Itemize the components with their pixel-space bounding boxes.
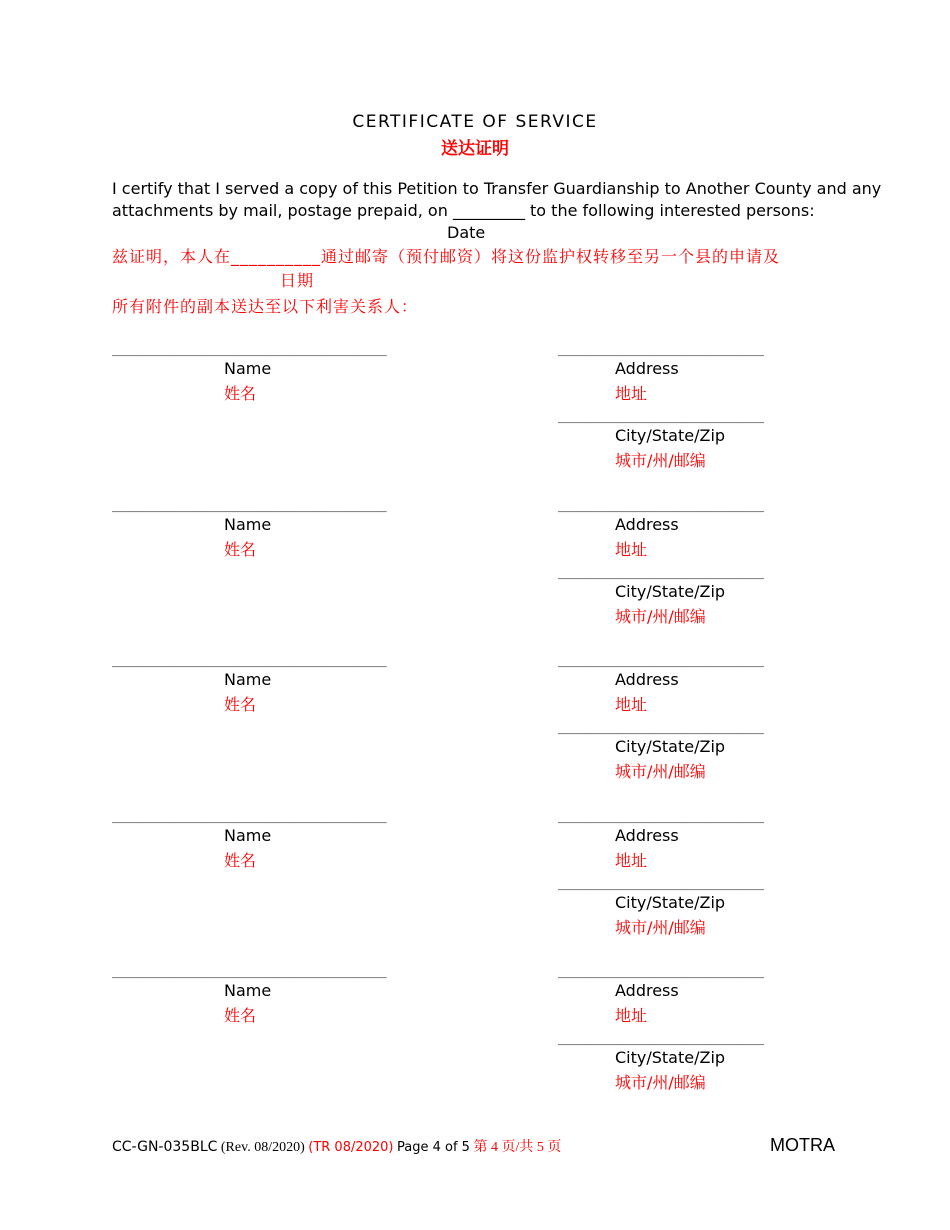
certification-line-2: attachments by mail, postage prepaid, on _________ to the following interested persons: xyxy=(112,201,815,220)
address-line[interactable]: ___________________________ xyxy=(558,498,764,513)
city-state-zip-label-zh: 城市/州/邮编 xyxy=(615,607,706,626)
name-label: Name xyxy=(224,359,272,378)
address-label: Address xyxy=(615,670,679,689)
address-label-zh: 地址 xyxy=(615,695,648,714)
city-state-zip-label-zh: 城市/州/邮编 xyxy=(615,762,706,781)
city-state-zip-label-zh: 城市/州/邮编 xyxy=(615,918,706,937)
address-label: Address xyxy=(615,826,679,845)
city-state-zip-label: City/State/Zip xyxy=(615,582,726,601)
date-label-zh: 日期 xyxy=(280,271,315,290)
page-number-zh: 第 4 页/共 5 页 xyxy=(473,1140,562,1155)
city-state-zip-line[interactable]: ___________________________ xyxy=(558,876,764,891)
page-title-zh: 送达证明 xyxy=(441,139,509,159)
address-label-zh: 地址 xyxy=(615,851,648,870)
certification-zh-line-1: 兹证明，本人在__________通过邮寄（预付邮资）将这份监护权转移至另一个县的申请及 xyxy=(112,247,781,266)
name-label-zh: 姓名 xyxy=(224,540,257,559)
date-label: Date xyxy=(447,223,486,242)
city-state-zip-label: City/State/Zip xyxy=(615,426,726,445)
form-id: CC-GN-035BLC xyxy=(112,1139,218,1155)
city-state-zip-label: City/State/Zip xyxy=(615,893,726,912)
name-label-zh: 姓名 xyxy=(224,384,257,403)
name-signature-line[interactable]: ____________________________________ xyxy=(112,498,387,513)
address-label: Address xyxy=(615,515,679,534)
footer xyxy=(112,1136,561,1156)
name-signature-line[interactable]: ____________________________________ xyxy=(112,964,387,979)
city-state-zip-label: City/State/Zip xyxy=(615,737,726,756)
address-label-zh: 地址 xyxy=(615,1006,648,1025)
address-label: Address xyxy=(615,981,679,1000)
brand-logo: MOTRA xyxy=(770,1135,835,1155)
name-label-zh: 姓名 xyxy=(224,695,257,714)
city-state-zip-label-zh: 城市/州/邮编 xyxy=(615,451,706,470)
page-title: CERTIFICATE OF SERVICE xyxy=(352,112,598,132)
certification-line-1: I certify that I served a copy of this Petition to Transfer Guardianship to Another County and any xyxy=(112,179,882,198)
name-label: Name xyxy=(224,981,272,1000)
name-label: Name xyxy=(224,515,272,534)
name-label: Name xyxy=(224,826,272,845)
revision-date: (Rev. 08/2020) xyxy=(220,1140,305,1155)
name-label-zh: 姓名 xyxy=(224,851,257,870)
address-line[interactable]: ___________________________ xyxy=(558,342,764,357)
name-signature-line[interactable]: ____________________________________ xyxy=(112,809,387,824)
address-label-zh: 地址 xyxy=(615,540,648,559)
name-label-zh: 姓名 xyxy=(224,1006,257,1025)
city-state-zip-label-zh: 城市/州/邮编 xyxy=(615,1073,706,1092)
city-state-zip-label: City/State/Zip xyxy=(615,1048,726,1067)
address-label: Address xyxy=(615,359,679,378)
city-state-zip-line[interactable]: ___________________________ xyxy=(558,409,764,424)
city-state-zip-line[interactable]: ___________________________ xyxy=(558,1031,764,1046)
address-line[interactable]: ___________________________ xyxy=(558,809,764,824)
name-signature-line[interactable]: ____________________________________ xyxy=(112,342,387,357)
name-label: Name xyxy=(224,670,272,689)
translation-revision: (TR 08/2020) xyxy=(308,1140,394,1155)
certification-zh-line-2: 所有附件的副本送达至以下利害关系人： xyxy=(112,297,419,316)
address-line[interactable]: ___________________________ xyxy=(558,964,764,979)
city-state-zip-line[interactable]: ___________________________ xyxy=(558,720,764,735)
city-state-zip-line[interactable]: ___________________________ xyxy=(558,565,764,580)
name-signature-line[interactable]: ____________________________________ xyxy=(112,653,387,668)
page-number: Page 4 of 5 xyxy=(397,1140,470,1155)
address-line[interactable]: ___________________________ xyxy=(558,653,764,668)
address-label-zh: 地址 xyxy=(615,384,648,403)
